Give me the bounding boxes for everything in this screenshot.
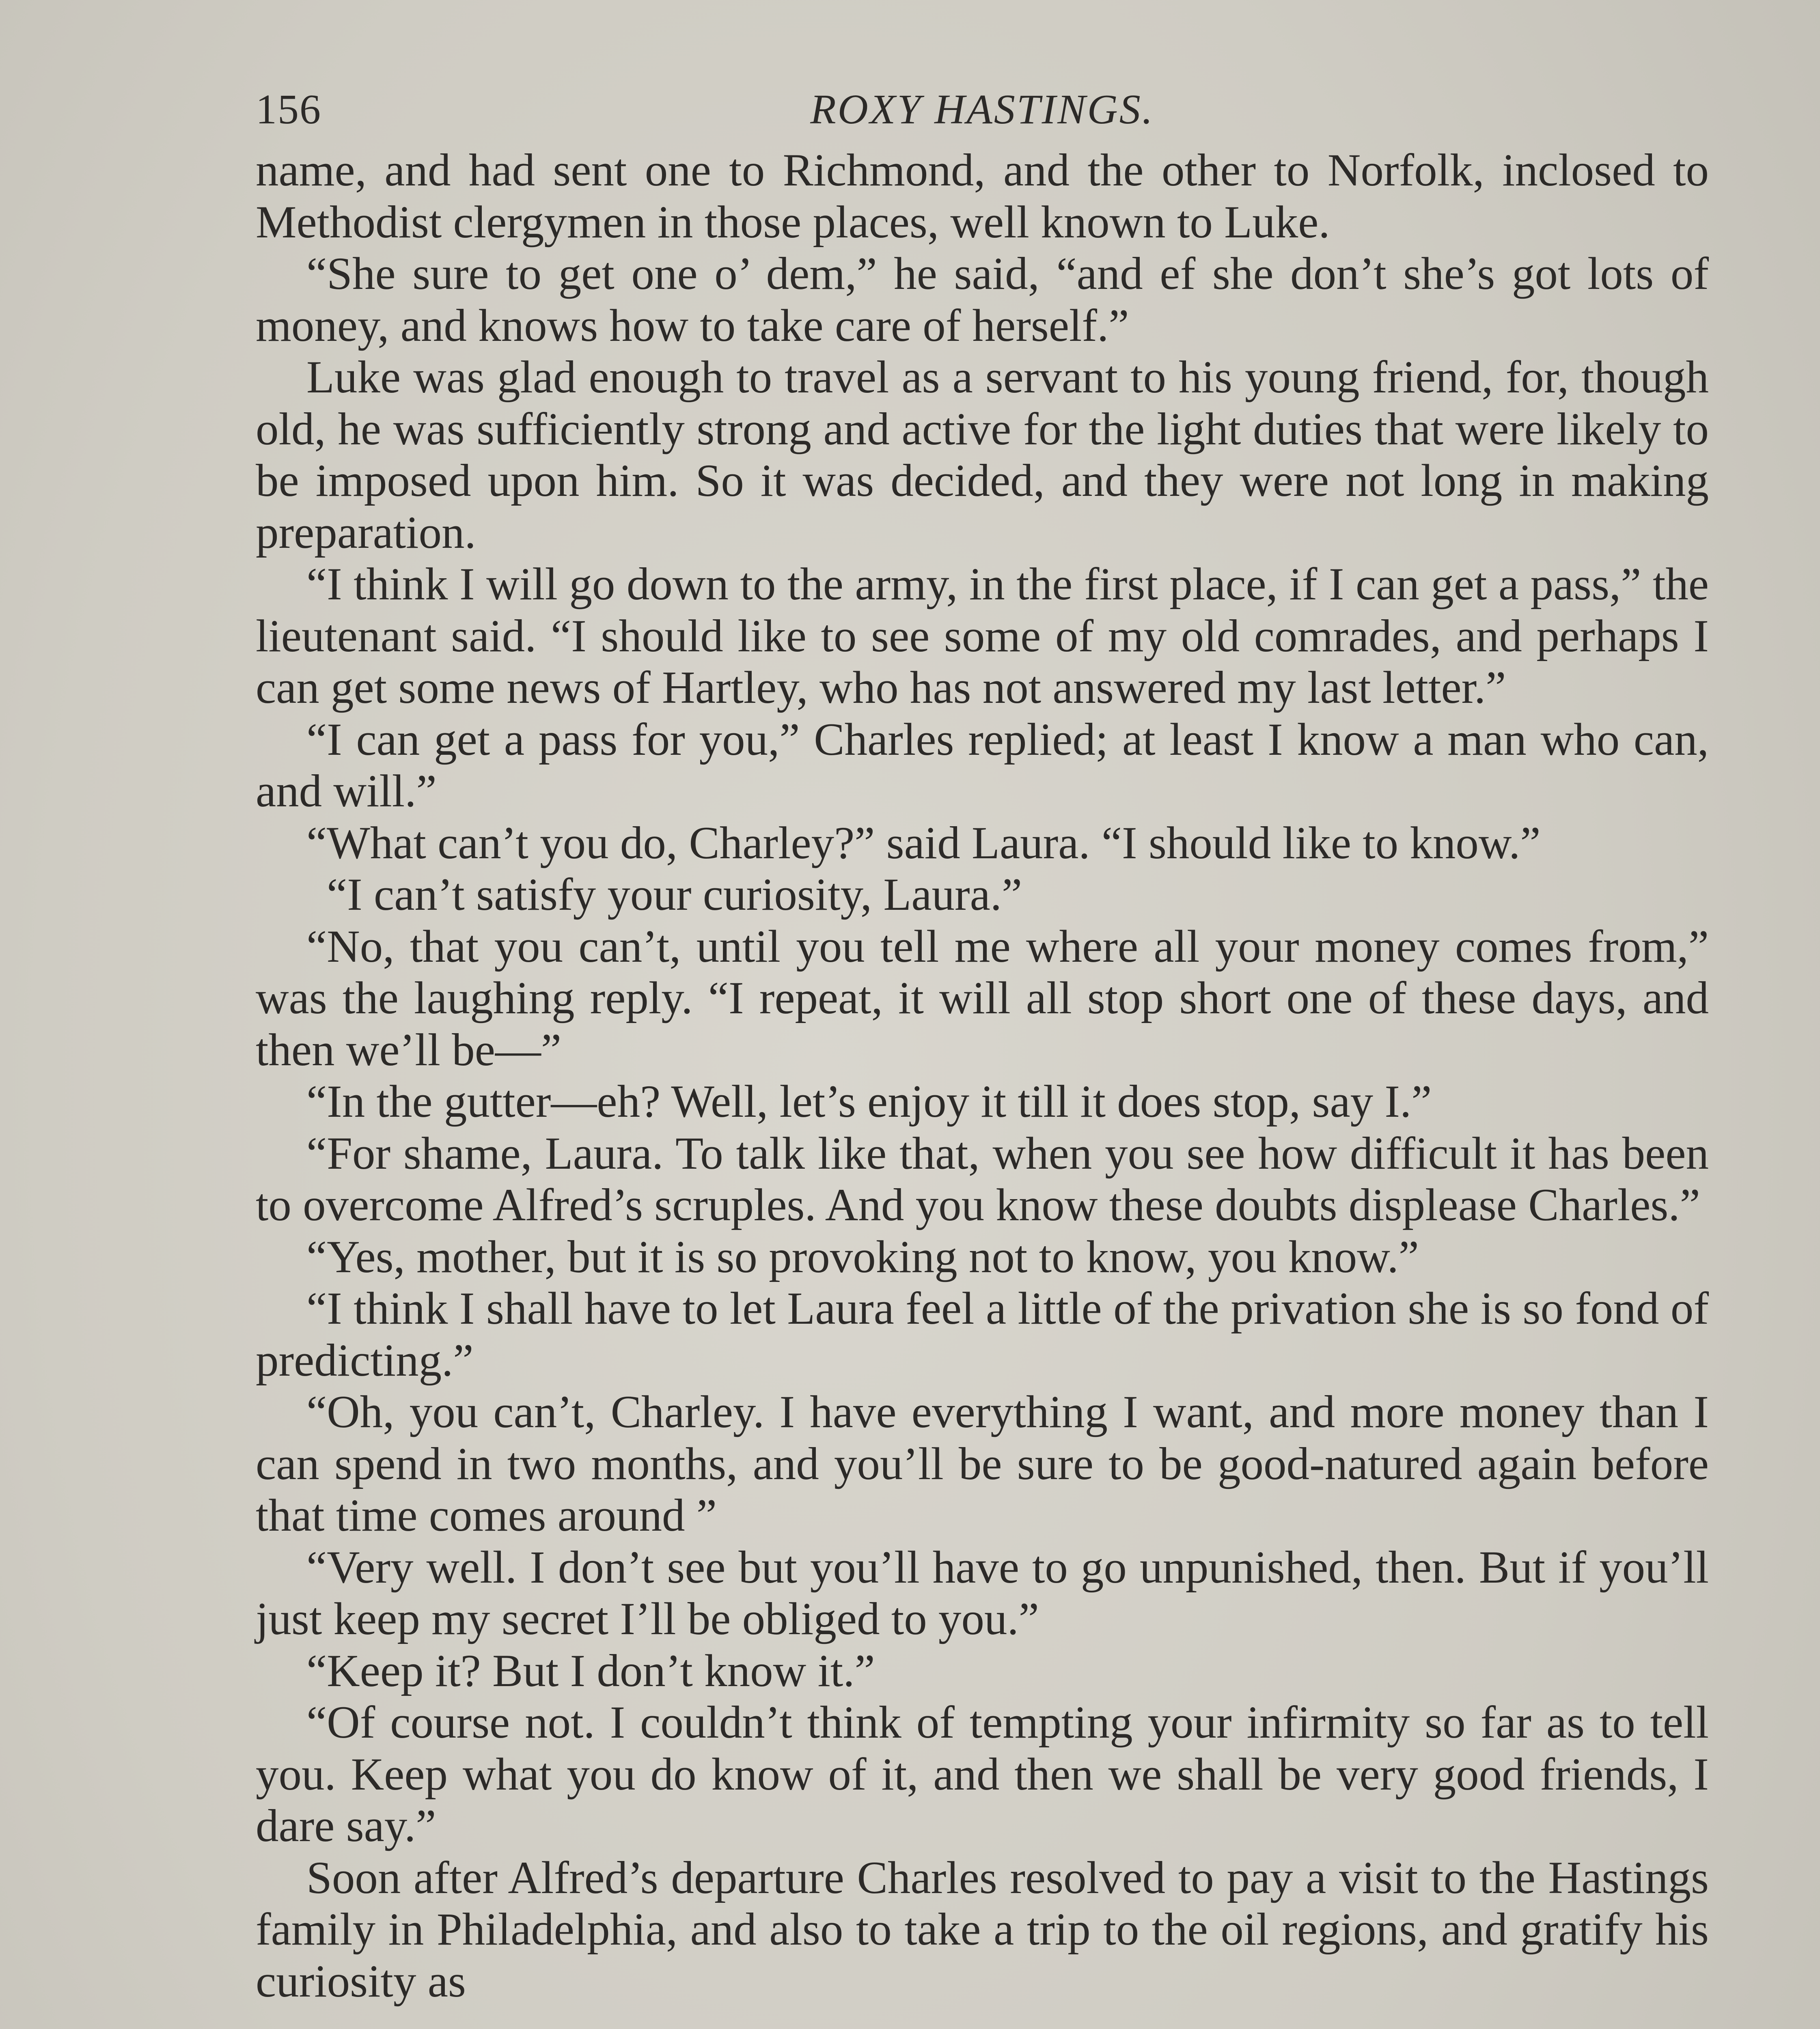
running-title: ROXY HASTINGS. bbox=[810, 86, 1154, 133]
paragraph: “No, that you can’t, until you tell me where all your money comes from,” was the laughing reply. “I repeat, it will all stop short one of these days, and then we’ll be—” bbox=[256, 921, 1709, 1075]
book-page bbox=[256, 77, 1709, 2029]
page-number: 156 bbox=[256, 86, 321, 133]
paragraph: “I think I will go down to the army, in the first place, if I can get a pass,” the lieutenant said. “I should like to see some of my old comrades, and perhaps I can get some news of Hartley, who has not answered my last letter.” bbox=[256, 559, 1709, 713]
paragraph: name, and had sent one to Richmond, and the other to Norfolk, inclosed to Methodist clergymen in those places, well known to Luke. bbox=[256, 145, 1709, 248]
paragraph: “I can get a pass for you,” Charles replied; at least I know a man who can, and will.” bbox=[256, 714, 1709, 816]
running-head bbox=[256, 77, 1709, 142]
paragraph: “For shame, Laura. To talk like that, when you see how difficult it has been to overcome Alfred’s scruples. And you know these doubts displease Charles.” bbox=[256, 1128, 1709, 1230]
paragraph: “I can’t satisfy your curiosity, Laura.” bbox=[327, 869, 1022, 920]
paragraph: “Oh, you can’t, Charley. I have everything I want, and more money than I can spend in two months, and you’ll be sure to be good-natured again before that time comes around ” bbox=[256, 1387, 1709, 1541]
paragraph: “I think I shall have to let Laura feel a little of the privation she is so fond of predicting.” bbox=[256, 1283, 1709, 1386]
paragraph: Luke was glad enough to travel as a servant to his young friend, for, though old, he was sufficiently strong and active for the light duties that were likely to be imposed upon him. So it was decided, and they were not long in making preparation. bbox=[256, 352, 1709, 558]
paragraph: “What can’t you do, Charley?” said Laura. “I should like to know.” bbox=[306, 817, 1541, 868]
paragraph: “Of course not. I couldn’t think of tempting your infirmity so far as to tell you. Keep what you do know of it, and then we shall be very good friends, I dare say.” bbox=[256, 1697, 1709, 1851]
paragraph: Soon after Alfred’s departure Charles resolved to pay a visit to the Hastings family in Philadelphia, and also to take a trip to the oil regions, and gratify his curiosity as bbox=[256, 1852, 1709, 2007]
paragraph: “She sure to get one o’ dem,” he said, “and ef she don’t she’s got lots of money, and knows how to take care of herself.” bbox=[256, 248, 1709, 351]
body-text bbox=[256, 144, 1709, 2007]
paragraph: “Yes, mother, but it is so provoking not to know, you know.” bbox=[306, 1231, 1419, 1282]
paragraph: “Keep it? But I don’t know it.” bbox=[306, 1645, 875, 1696]
paragraph: “In the gutter—eh? Well, let’s enjoy it till it does stop, say I.” bbox=[306, 1076, 1432, 1127]
paragraph: “Very well. I don’t see but you’ll have to go unpunished, then. But if you’ll just keep my secret I’ll be obliged to you.” bbox=[256, 1542, 1709, 1644]
